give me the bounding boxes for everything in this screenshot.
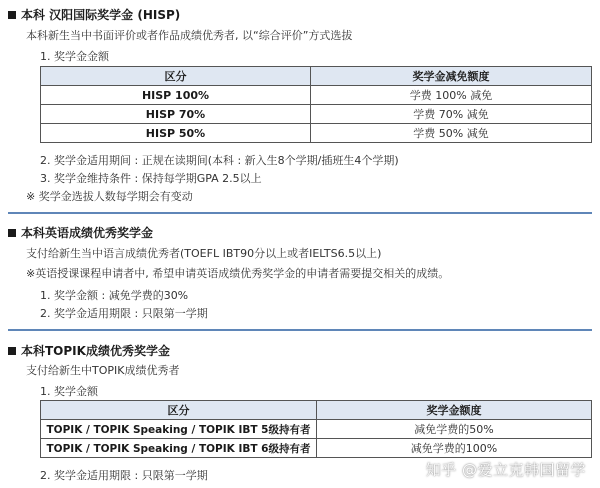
section-divider bbox=[8, 329, 592, 331]
table-cell: 学费 50% 减免 bbox=[311, 124, 592, 143]
note-text: ※英语授课课程申请者中, 希望申请英语成绩优秀奖学金的申请者需要提交相关的成绩。 bbox=[26, 267, 450, 280]
table-cell: HISP 100% bbox=[41, 86, 311, 105]
table-header: 区分 bbox=[41, 401, 317, 420]
topik-table bbox=[40, 400, 592, 458]
list-item: 1. 奖学金额 bbox=[40, 385, 98, 398]
table-row bbox=[41, 86, 592, 105]
section-description: 支付给新生中TOPIK成绩优秀者 bbox=[26, 364, 180, 377]
list-item: 1. 奖学金金额 bbox=[40, 50, 109, 63]
zhihu-watermark: 知乎 @爱立克韩国留学 bbox=[425, 461, 586, 479]
section-description: 本科新生当中书面评价或者作品成绩优秀者, 以“综合评价”方式选拔 bbox=[26, 29, 353, 42]
table-cell: HISP 70% bbox=[41, 105, 311, 124]
square-bullet-icon bbox=[8, 11, 16, 19]
table-cell: 减免学费的50% bbox=[317, 420, 592, 439]
table-row bbox=[41, 439, 592, 458]
section-title-hisp: 本科 汉阳国际奖学金 (HISP) bbox=[8, 6, 180, 23]
square-bullet-icon bbox=[8, 347, 16, 355]
table-cell: 减免学费的100% bbox=[317, 439, 592, 458]
table-row bbox=[41, 105, 592, 124]
list-item: 2. 奖学金适用期限 : 只限第一学期 bbox=[40, 307, 208, 320]
note-text: ※ 奖学金选拔人数每学期会有变动 bbox=[26, 190, 193, 203]
table-cell: TOPIK / TOPIK Speaking / TOPIK IBT 5级持有者 bbox=[41, 420, 317, 439]
table-row bbox=[41, 420, 592, 439]
table-header: 奖学金减免额度 bbox=[311, 67, 592, 86]
list-item: 2. 奖学金适用期间 : 正规在读期间(本科 : 新入生8个学期/插班生4个学期) bbox=[40, 154, 399, 167]
table-header: 奖学金额度 bbox=[317, 401, 592, 420]
list-item: 3. 奖学金维持条件 : 保持每学期GPA 2.5以上 bbox=[40, 172, 262, 185]
section-description: 支付给新生当中语言成绩优秀者(TOEFL IBT90分以上或者IELTS6.5以上) bbox=[26, 247, 382, 260]
table-header: 区分 bbox=[41, 67, 311, 86]
table-cell: 学费 100% 减免 bbox=[311, 86, 592, 105]
section-title-topik: 本科TOPIK成绩优秀奖学金 bbox=[8, 342, 170, 359]
table-cell: TOPIK / TOPIK Speaking / TOPIK IBT 6级持有者 bbox=[41, 439, 317, 458]
table-cell: HISP 50% bbox=[41, 124, 311, 143]
list-item: 1. 奖学金额 : 减免学费的30% bbox=[40, 289, 189, 302]
square-bullet-icon bbox=[8, 229, 16, 237]
section-title-english: 本科英语成绩优秀奖学金 bbox=[8, 224, 153, 241]
section-divider bbox=[8, 212, 592, 214]
table-row bbox=[41, 124, 592, 143]
list-item: 2. 奖学金适用期限 : 只限第一学期 bbox=[40, 469, 208, 482]
table-cell: 学费 70% 减免 bbox=[311, 105, 592, 124]
hisp-table bbox=[40, 66, 592, 143]
